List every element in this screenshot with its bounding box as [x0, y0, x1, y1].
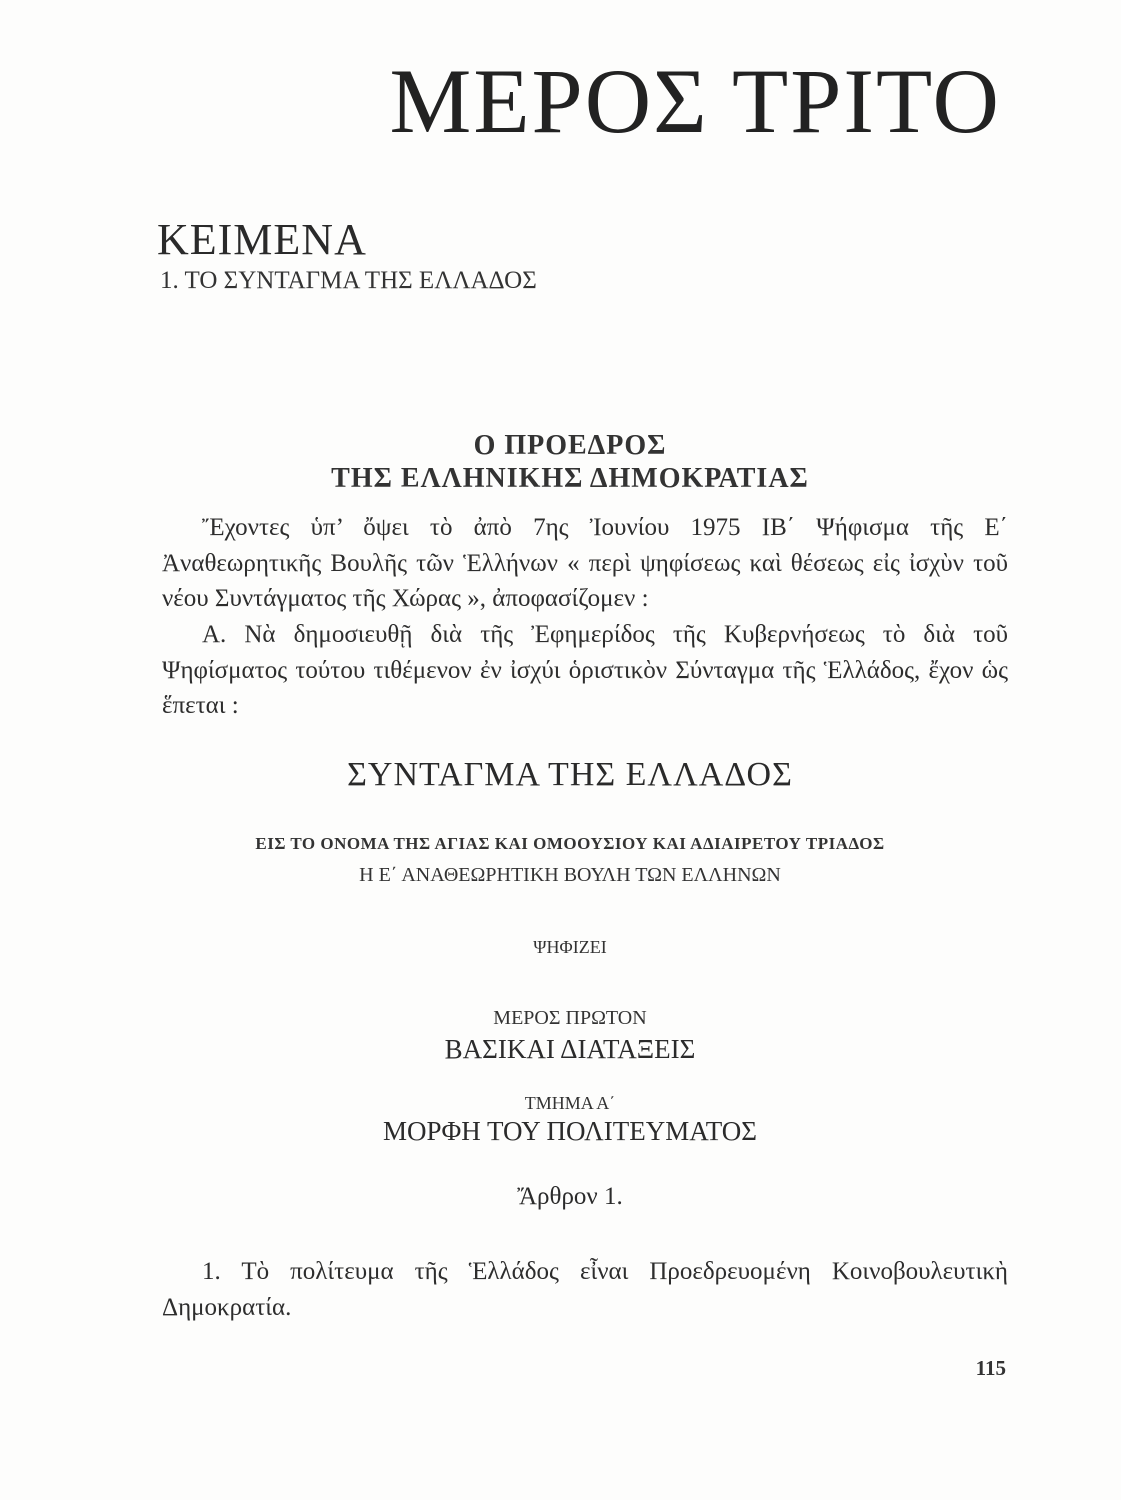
constitution-title: ΣΥΝΤΑΓΜΑ ΤΗΣ ΕΛΛΑΔΟΣ [347, 756, 793, 793]
invocation: ΕΙΣ ΤΟ ΟΝΟΜΑ ΤΗΣ ΑΓΙΑΣ ΚΑΙ ΟΜΟΟΥΣΙΟΥ ΚΑΙ ΑΔΙΑΙΡΕΤΟΥ ΤΡΙΑΔΟΣ [255, 834, 885, 853]
page-number: 115 [975, 1356, 1006, 1380]
votes-line: ΨΗΦΙΖΕΙ [533, 937, 607, 957]
form-of-government-heading: ΜΟΡΦΗ ΤΟΥ ΠΟΛΙΤΕΥΜΑΤΟΣ [383, 1116, 757, 1146]
heading-line-1: Ο ΠΡΟΕΔΡΟΣ [473, 430, 667, 461]
assembly-line: Η Ε΄ ΑΝΑΘΕΩΡΗΤΙΚΗ ΒΟΥΛΗ ΤΩΝ ΕΛΛΗΝΩΝ [359, 864, 781, 886]
part-one-heading: ΜΕΡΟΣ ΠΡΩΤΟΝ [493, 1007, 647, 1029]
part-title: ΜΕΡΟΣ ΤΡΙΤΟ [389, 50, 1001, 152]
section-a-heading: ΤΜΗΜΑ Α΄ [524, 1093, 616, 1113]
preamble-paragraph-2 [162, 617, 1008, 724]
heading-line-2: ΤΗΣ ΕΛΛΗΝΙΚΗΣ ΔΗΜΟΚΡΑΤΙΑΣ [331, 463, 809, 494]
article-heading: Ἄρθρον 1. [517, 1183, 623, 1210]
article-paragraph-1 [162, 1254, 1008, 1325]
article-paragraph-1-text: 1. Τὸ πολίτευμα τῆς Ἑλλάδος εἶναι Προεδρευομένη Κοινοβουλευτικὴ Δημοκρατία. [162, 1258, 1008, 1321]
section-title: ΚΕΙΜΕΝΑ [157, 215, 367, 264]
preamble-paragraph-1-text: Ἔχοντες ὑπ’ ὄψει τὸ ἀπὸ 7ης Ἰουνίου 1975 ΙΒ΄ Ψήφισμα τῆς Ε΄ Ἀναθεωρητικῆς Βουλῆς τῶν Ἑλλήνων « περὶ ψηφίσεως καὶ θέσεως εἰς ἰσχὺν τοῦ νέου Συντάγματος τῆς Χώρας », ἀποφασίζομεν : [162, 514, 1008, 612]
preamble-paragraph-1 [162, 510, 1008, 617]
basic-provisions-heading: ΒΑΣΙΚΑΙ ΔΙΑΤΑΞΕΙΣ [444, 1034, 696, 1064]
subsection-title: 1. ΤΟ ΣΥΝΤΑΓΜΑ ΤΗΣ ΕΛΛΑΔΟΣ [160, 267, 537, 294]
preamble-paragraph-2-text: Α. Νὰ δημοσιευθῇ διὰ τῆς Ἐφημερίδος τῆς Κυβερνήσεως τὸ διὰ τοῦ Ψηφίσματος τούτου τιθέμενον ἐν ἰσχύι ὁριστικὸν Σύνταγμα τῆς Ἑλλάδος, ἔχον ὡς ἕπεται : [162, 621, 1008, 719]
